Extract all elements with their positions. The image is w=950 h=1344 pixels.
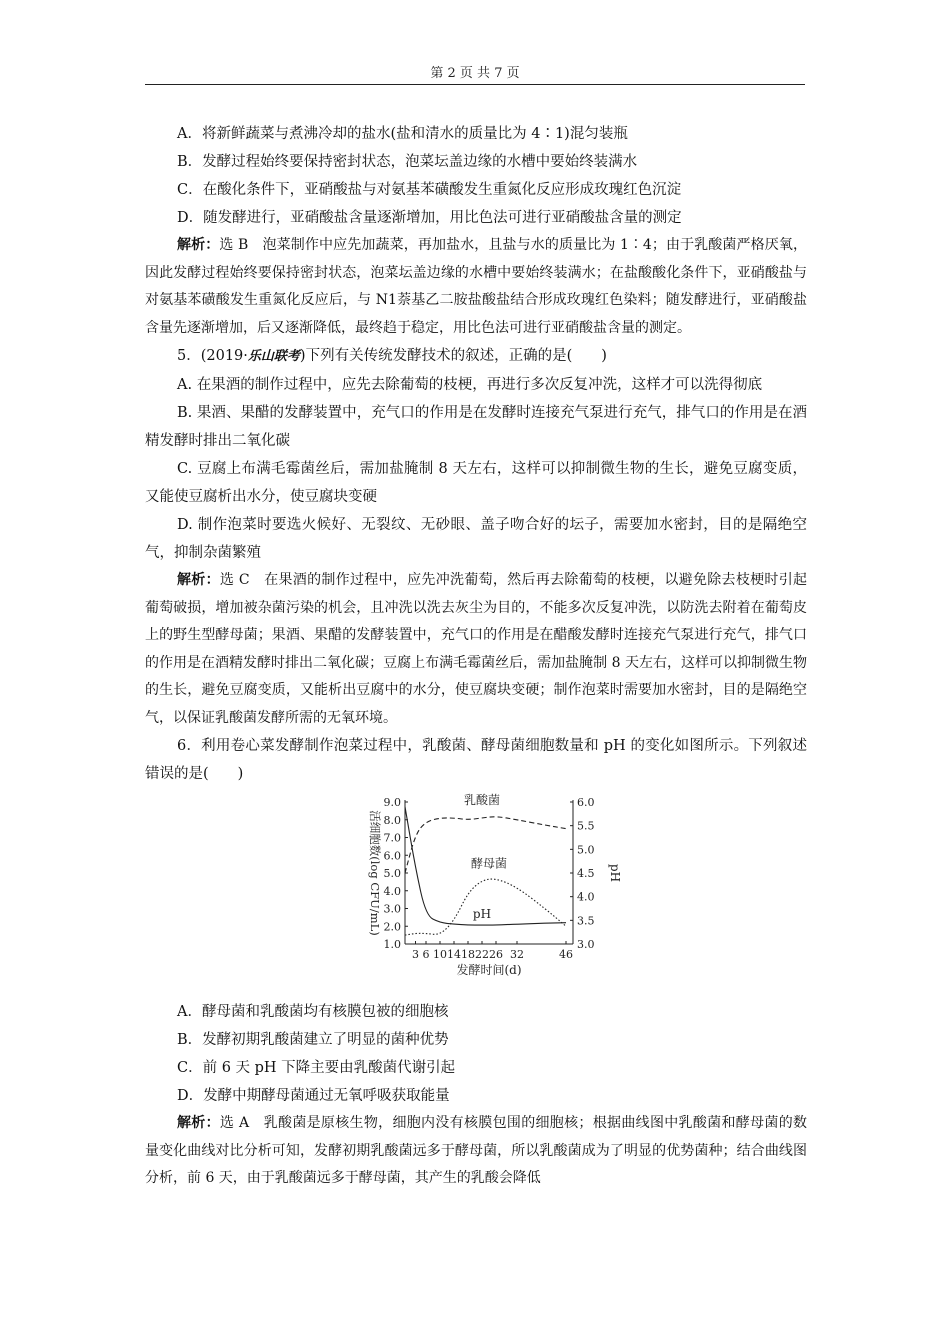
left-y-tick-label: 9.0	[383, 796, 401, 809]
q5-analysis	[145, 567, 807, 732]
x-tick-label: 6	[422, 948, 430, 961]
x-tick-label: 10	[433, 948, 447, 961]
q6-analysis-text: 选 A 乳酸菌是原核生物，细胞内没有核膜包围的细胞核；根据曲线图中乳酸菌和酵母菌的数量变化曲线对比分析可知，发酵初期乳酸菌远多于酵母菌，所以乳酸菌成为了明显的优势菌种；结合曲线图分析，前 6 天，由于乳酸菌远多于酵母菌，其产生的乳酸会降低	[145, 1115, 808, 1186]
right-y-tick-label: 4.5	[577, 867, 595, 880]
left-y-tick-label: 2.0	[383, 920, 401, 934]
q5-analysis-label: 解析：	[177, 572, 220, 588]
right-y-tick-label: 3.0	[577, 938, 595, 951]
left-y-tick-label: 5.0	[383, 867, 401, 880]
q6-option-c: C．前 6 天 pH 下降主要由乳酸菌代谢引起	[177, 1060, 456, 1076]
header-rule	[145, 84, 805, 85]
right-y-tick-label: 6.0	[577, 796, 595, 809]
left-y-tick-label: 3.0	[383, 902, 401, 916]
series-label: 酵母菌	[470, 856, 508, 871]
q5-option-b: B. 果酒、果醋的发酵装置中，充气口的作用是在发酵时连接充气泵进行充气，排气口的作用是在酒精发酵时排出二氧化碳	[145, 405, 807, 449]
q4-option-b: B．发酵过程始终要保持密封状态，泡菜坛盖边缘的水槽中要始终装满水	[177, 154, 638, 170]
x-tick-label: 32	[510, 948, 524, 961]
x-tick-label: 22	[475, 948, 489, 961]
q4-analysis-text: 选 B 泡菜制作中应先加蔬菜，再加盐水，且盐与水的质量比为 1∶4；由于乳酸菌严格厌氧，因此发酵过程始终要保持密封状态，泡菜坛盖边缘的水槽中要始终装满水；在盐酸酸化条件下，亚硝酸盐与对氨基苯磺酸发生重氮化反应后，与 N1萘基乙二胺盐酸盐结合形成玫瑰红色染料；随发酵进行，亚硝酸盐含量先逐渐增加，后又逐渐降低，最终趋于稳定，用比色法可进行亚硝酸盐含量的测定。	[145, 237, 807, 336]
right-y-tick-label: 3.5	[577, 914, 595, 928]
x-tick-label: 18	[461, 948, 475, 961]
right-y-tick-label: 5.0	[577, 843, 595, 857]
left-y-tick-label: 7.0	[383, 831, 401, 845]
left-y-tick-label: 8.0	[383, 813, 401, 827]
right-y-axis-label: pH	[608, 863, 622, 883]
q5-option-a: A. 在果酒的制作过程中，应先去除葡萄的枝梗，再进行多次反复冲洗，这样才可以洗得彻底	[177, 377, 763, 393]
q5-option-d: D. 制作泡菜时要选火候好、无裂纹、无砂眼、盖子吻合好的坛子，需要加水密封，目的是隔绝空气，抑制杂菌繁殖	[145, 517, 807, 561]
page-header: 第 2 页 共 7 页	[430, 66, 520, 81]
q6-stem: 6．利用卷心菜发酵制作泡菜过程中，乳酸菌、酵母菌细胞数量和 pH 的变化如图所示。下列叙述错误的是( )	[145, 738, 807, 782]
x-tick-label: 14	[447, 948, 461, 961]
right-y-tick-label: 4.0	[577, 890, 595, 904]
x-tick-label: 3	[412, 948, 419, 961]
q5-option-c: C. 豆腐上布满毛霉菌丝后，需加盐腌制 8 天左右，这样可以抑制微生物的生长，避免豆腐变质，又能使豆腐析出水分，使豆腐块变硬	[145, 461, 807, 505]
right-y-tick-label: 5.5	[577, 819, 595, 833]
q4-option-a: A．将新鲜蔬菜与煮沸冷却的盐水(盐和清水的质量比为 4∶1)混匀装瓶	[177, 126, 628, 142]
q4-analysis	[145, 232, 807, 342]
document-body	[145, 120, 807, 1193]
q5-number: 5．(2019·	[177, 348, 248, 364]
x-axis-label: 发酵时间(d)	[456, 963, 522, 977]
q5-stem-text: )下列有关传统发酵技术的叙述，正确的是( )	[299, 348, 607, 364]
q4-option-d: D．随发酵进行，亚硝酸盐含量逐渐增加，用比色法可进行亚硝酸盐含量的测定	[177, 210, 682, 226]
q6-analysis-label: 解析：	[177, 1115, 220, 1131]
q6-option-d: D．发酵中期酵母菌通过无氧呼吸获取能量	[177, 1088, 450, 1104]
fermentation-chart	[145, 792, 807, 992]
series-label: 乳酸菌	[463, 792, 501, 807]
left-y-axis-label: 活细胞数(log CFU/mL)	[368, 810, 382, 936]
x-tick-label: 46	[559, 948, 573, 961]
left-y-tick-label: 1.0	[383, 938, 401, 951]
left-y-tick-label: 4.0	[383, 884, 401, 898]
q6-option-a: A．酵母菌和乳酸菌均有核膜包被的细胞核	[177, 1004, 449, 1020]
fermentation-chart-svg	[355, 792, 625, 992]
q4-options	[145, 120, 807, 232]
q4-option-c: C．在酸化条件下，亚硝酸盐与对氨基苯磺酸发生重氮化反应形成玫瑰红色沉淀	[177, 182, 682, 198]
series-label: pH	[472, 906, 492, 921]
q4-analysis-label: 解析：	[177, 237, 220, 253]
q6-option-b: B．发酵初期乳酸菌建立了明显的菌种优势	[177, 1032, 449, 1048]
q5-analysis-text: 选 C 在果酒的制作过程中，应先冲洗葡萄，然后再去除葡萄的枝梗，以避免除去枝梗时引起葡萄破损，增加被杂菌污染的机会，且冲洗以洗去灰尘为目的，不能多次反复冲洗，以防洗去附着在葡萄皮上的野生型酵母菌；果酒、果醋的发酵装置中，充气口的作用是在醋酸发酵时连接充气泵进行充气，排气口的作用是在酒精发酵时排出二氧化碳；豆腐上布满毛霉菌丝后，需加盐腌制 8 天左右，这样可以抑制微生物的生长，避免豆腐变质，又能析出豆腐中的水分，使豆腐块变硬；制作泡菜时需要加水密封，目的是隔绝空气，以保证乳酸菌发酵所需的无氧环境。	[145, 572, 807, 726]
q5-source: 乐山联考	[247, 349, 300, 364]
q5-stem	[145, 342, 807, 371]
x-tick-label: 26	[489, 948, 503, 961]
q6-analysis	[145, 1110, 807, 1193]
left-y-tick-label: 6.0	[383, 849, 401, 863]
